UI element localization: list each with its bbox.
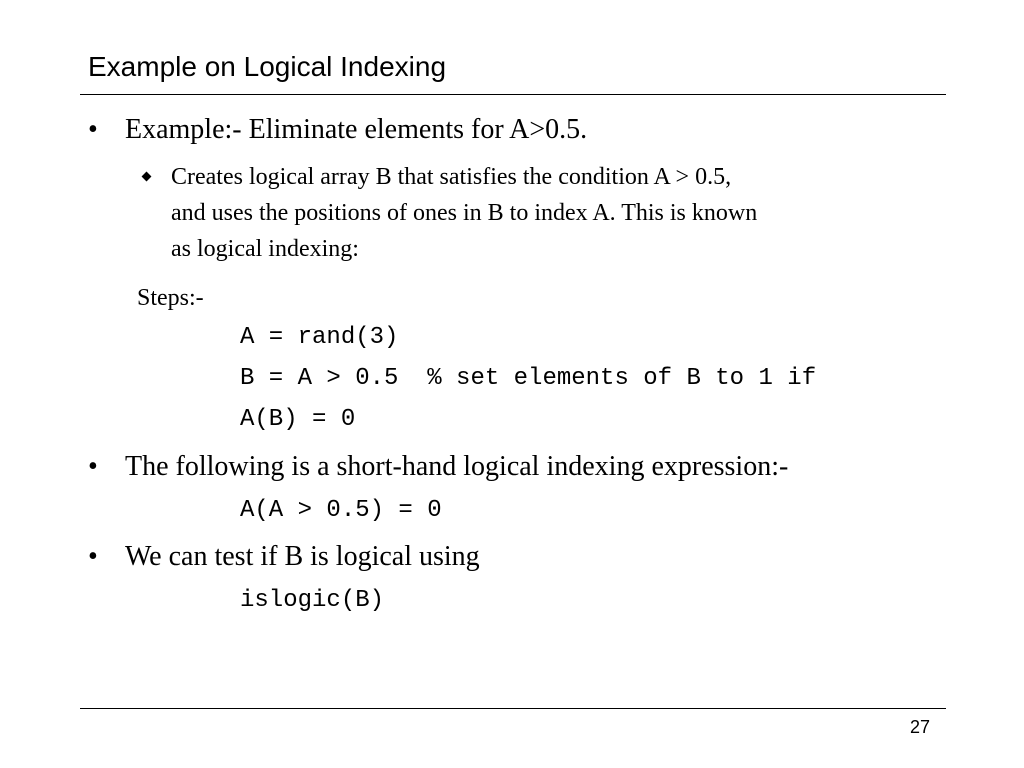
diamond-bullet-icon <box>142 172 152 182</box>
bullet-marker-1: • <box>88 114 98 145</box>
bullet-3-text: We can test if B is logical using <box>125 541 480 572</box>
steps-label: Steps:- <box>137 285 204 311</box>
sub-bullet-line-3: as logical indexing: <box>171 236 359 262</box>
code-line-shorthand: A(A > 0.5) = 0 <box>240 497 442 524</box>
slide-title: Example on Logical Indexing <box>88 51 447 82</box>
title-divider <box>80 94 946 95</box>
bullet-marker-3: • <box>88 541 98 572</box>
code-line-assign: A(B) = 0 <box>240 406 356 433</box>
bullet-2-text: The following is a short-hand logical indexing expression:- <box>125 451 789 482</box>
footer-divider <box>80 708 946 709</box>
code-line-compare: B = A > 0.5 % set elements of B to 1 if <box>240 365 817 392</box>
page-number: 27 <box>910 717 931 737</box>
code-line-islogic: islogic(B) <box>240 587 385 614</box>
sub-bullet-line-1: Creates logical array B that satisfies the condition A > 0.5, <box>171 164 732 190</box>
bullet-1-text: Example:- Eliminate elements for A>0.5. <box>125 114 588 145</box>
bullet-marker-2: • <box>88 451 98 482</box>
code-line-rand: A = rand(3) <box>240 324 399 351</box>
sub-bullet-line-2: and uses the positions of ones in B to index A. This is known <box>171 200 758 226</box>
